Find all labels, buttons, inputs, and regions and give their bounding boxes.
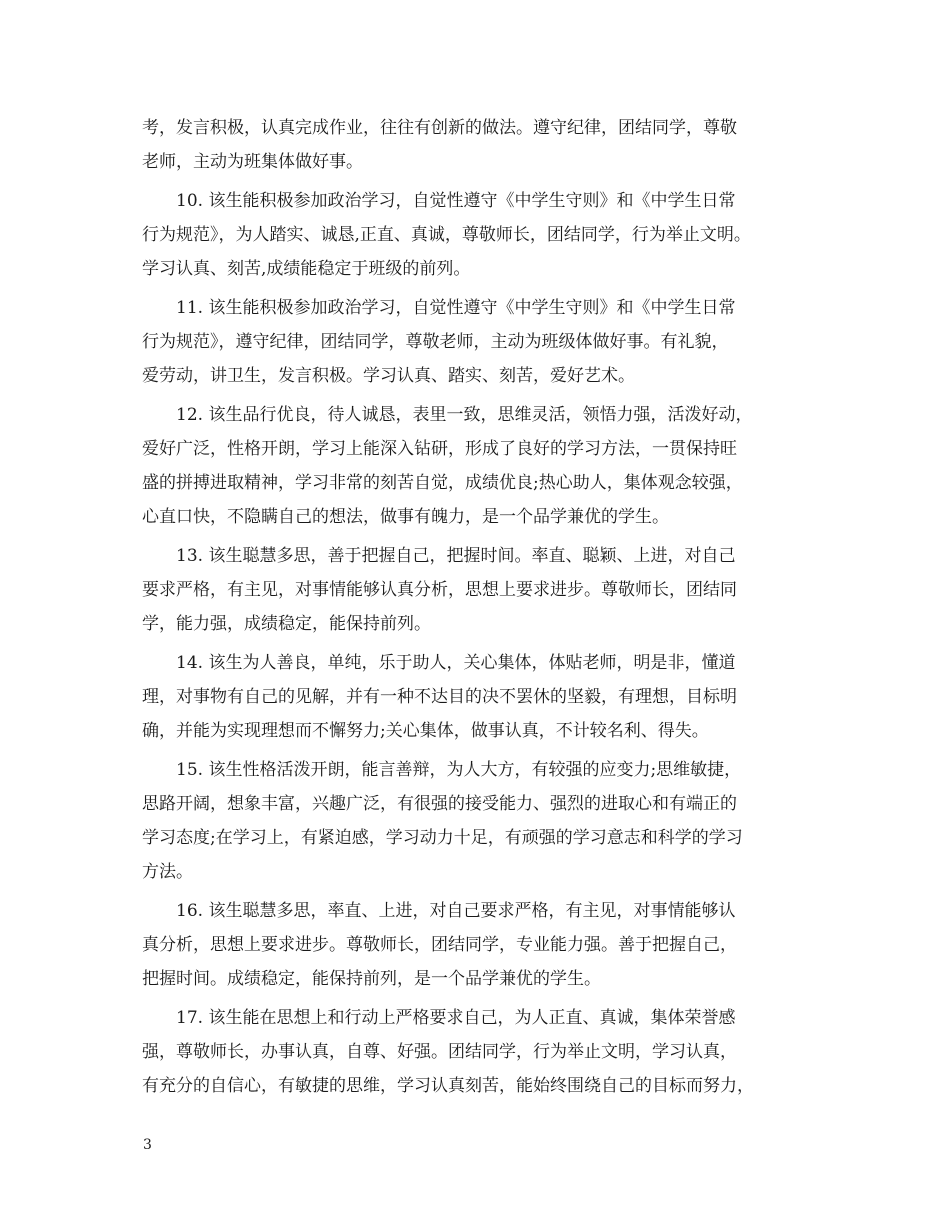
document-body bbox=[142, 111, 822, 1108]
text-line: 思路开阔，想象丰富，兴趣广泛，有很强的接受能力、强烈的进取心和有端正的 bbox=[142, 794, 737, 814]
text-line: 爱劳动，讲卫生，发言积极。学习认真、踏实、刻苦，爱好艺术。 bbox=[142, 366, 635, 386]
text-line: 强，尊敬师长，办事认真，自尊、好强。团结同学，行为举止文明，学习认真， bbox=[142, 1042, 737, 1062]
paragraph-item-16 bbox=[142, 894, 822, 996]
text-line: 16. 该生聪慧多思，率直、上进，对自己要求严格，有主见，对事情能够认 bbox=[176, 901, 736, 921]
text-line: 把握时间。成绩稳定，能保持前列，是一个品学兼优的学生。 bbox=[142, 969, 601, 989]
paragraph-continued bbox=[142, 111, 822, 179]
text-line: 确，并能为实现理想而不懈努力;关心集体，做事认真，不计较名利、得失。 bbox=[142, 721, 709, 741]
text-line: 考，发言积极，认真完成作业，往往有创新的做法。遵守纪律，团结同学，尊敬 bbox=[142, 118, 737, 138]
paragraph-item-12 bbox=[142, 398, 822, 534]
paragraph-item-10 bbox=[142, 184, 822, 286]
text-line: 15. 该生性格活泼开朗，能言善辩，为人大方，有较强的应变力;思维敏捷， bbox=[176, 760, 742, 780]
text-line: 理，对事物有自己的见解，并有一种不达目的决不罢休的坚毅，有理想，目标明 bbox=[142, 687, 737, 707]
text-line: 真分析，思想上要求进步。尊敬师长，团结同学，专业能力强。善于把握自己， bbox=[142, 935, 737, 955]
paragraph-item-15 bbox=[142, 753, 822, 889]
text-line: 13. 该生聪慧多思，善于把握自己，把握时间。率直、聪颖、上进，对自己 bbox=[176, 546, 736, 566]
text-line: 学，能力强，成绩稳定，能保持前列。 bbox=[142, 614, 431, 634]
text-line: 盛的拼搏进取精神，学习非常的刻苦自觉，成绩优良;热心助人，集体观念较强， bbox=[142, 473, 743, 493]
text-line: 10. 该生能积极参加政治学习，自觉性遵守《中学生守则》和《中学生日常 bbox=[176, 191, 736, 211]
text-line: 11. 该生能积极参加政治学习，自觉性遵守《中学生守则》和《中学生日常 bbox=[176, 298, 736, 318]
text-line: 12. 该生品行优良，待人诚恳，表里一致，思维灵活，领悟力强，活泼好动， bbox=[176, 405, 753, 425]
text-line: 方法。 bbox=[142, 862, 193, 882]
text-line: 学习认真、刻苦,成绩能稳定于班级的前列。 bbox=[142, 259, 471, 279]
page-number: 3 bbox=[143, 1137, 152, 1153]
paragraph-item-17 bbox=[142, 1001, 822, 1103]
text-line: 心直口快，不隐瞒自己的想法，做事有魄力，是一个品学兼优的学生。 bbox=[142, 507, 669, 527]
text-line: 学习态度;在学习上，有紧迫感，学习动力十足，有顽强的学习意志和科学的学习 bbox=[142, 828, 743, 848]
text-line: 有充分的自信心，有敏捷的思维，学习认真刻苦，能始终围绕自己的目标而努力， bbox=[142, 1076, 754, 1096]
text-line: 要求严格，有主见，对事情能够认真分析，思想上要求进步。尊敬师长，团结同 bbox=[142, 580, 737, 600]
paragraph-item-13 bbox=[142, 539, 822, 641]
paragraph-item-14 bbox=[142, 646, 822, 748]
text-line: 爱好广泛，性格开朗，学习上能深入钻研，形成了良好的学习方法，一贯保持旺 bbox=[142, 439, 737, 459]
text-line: 17. 该生能在思想上和行动上严格要求自己，为人正直、真诚，集体荣誉感 bbox=[176, 1008, 736, 1028]
paragraph-item-11 bbox=[142, 291, 822, 393]
text-line: 14. 该生为人善良，单纯，乐于助人，关心集体，体贴老师，明是非，懂道 bbox=[176, 653, 736, 673]
text-line: 老师，主动为班集体做好事。 bbox=[142, 152, 363, 172]
text-line: 行为规范》，遵守纪律，团结同学，尊敬老师，主动为班级体做好事。有礼貌， bbox=[142, 332, 729, 352]
text-line: 行为规范》，为人踏实、诚恳,正直、真诚，尊敬师长，团结同学，行为举止文明。 bbox=[142, 225, 751, 245]
